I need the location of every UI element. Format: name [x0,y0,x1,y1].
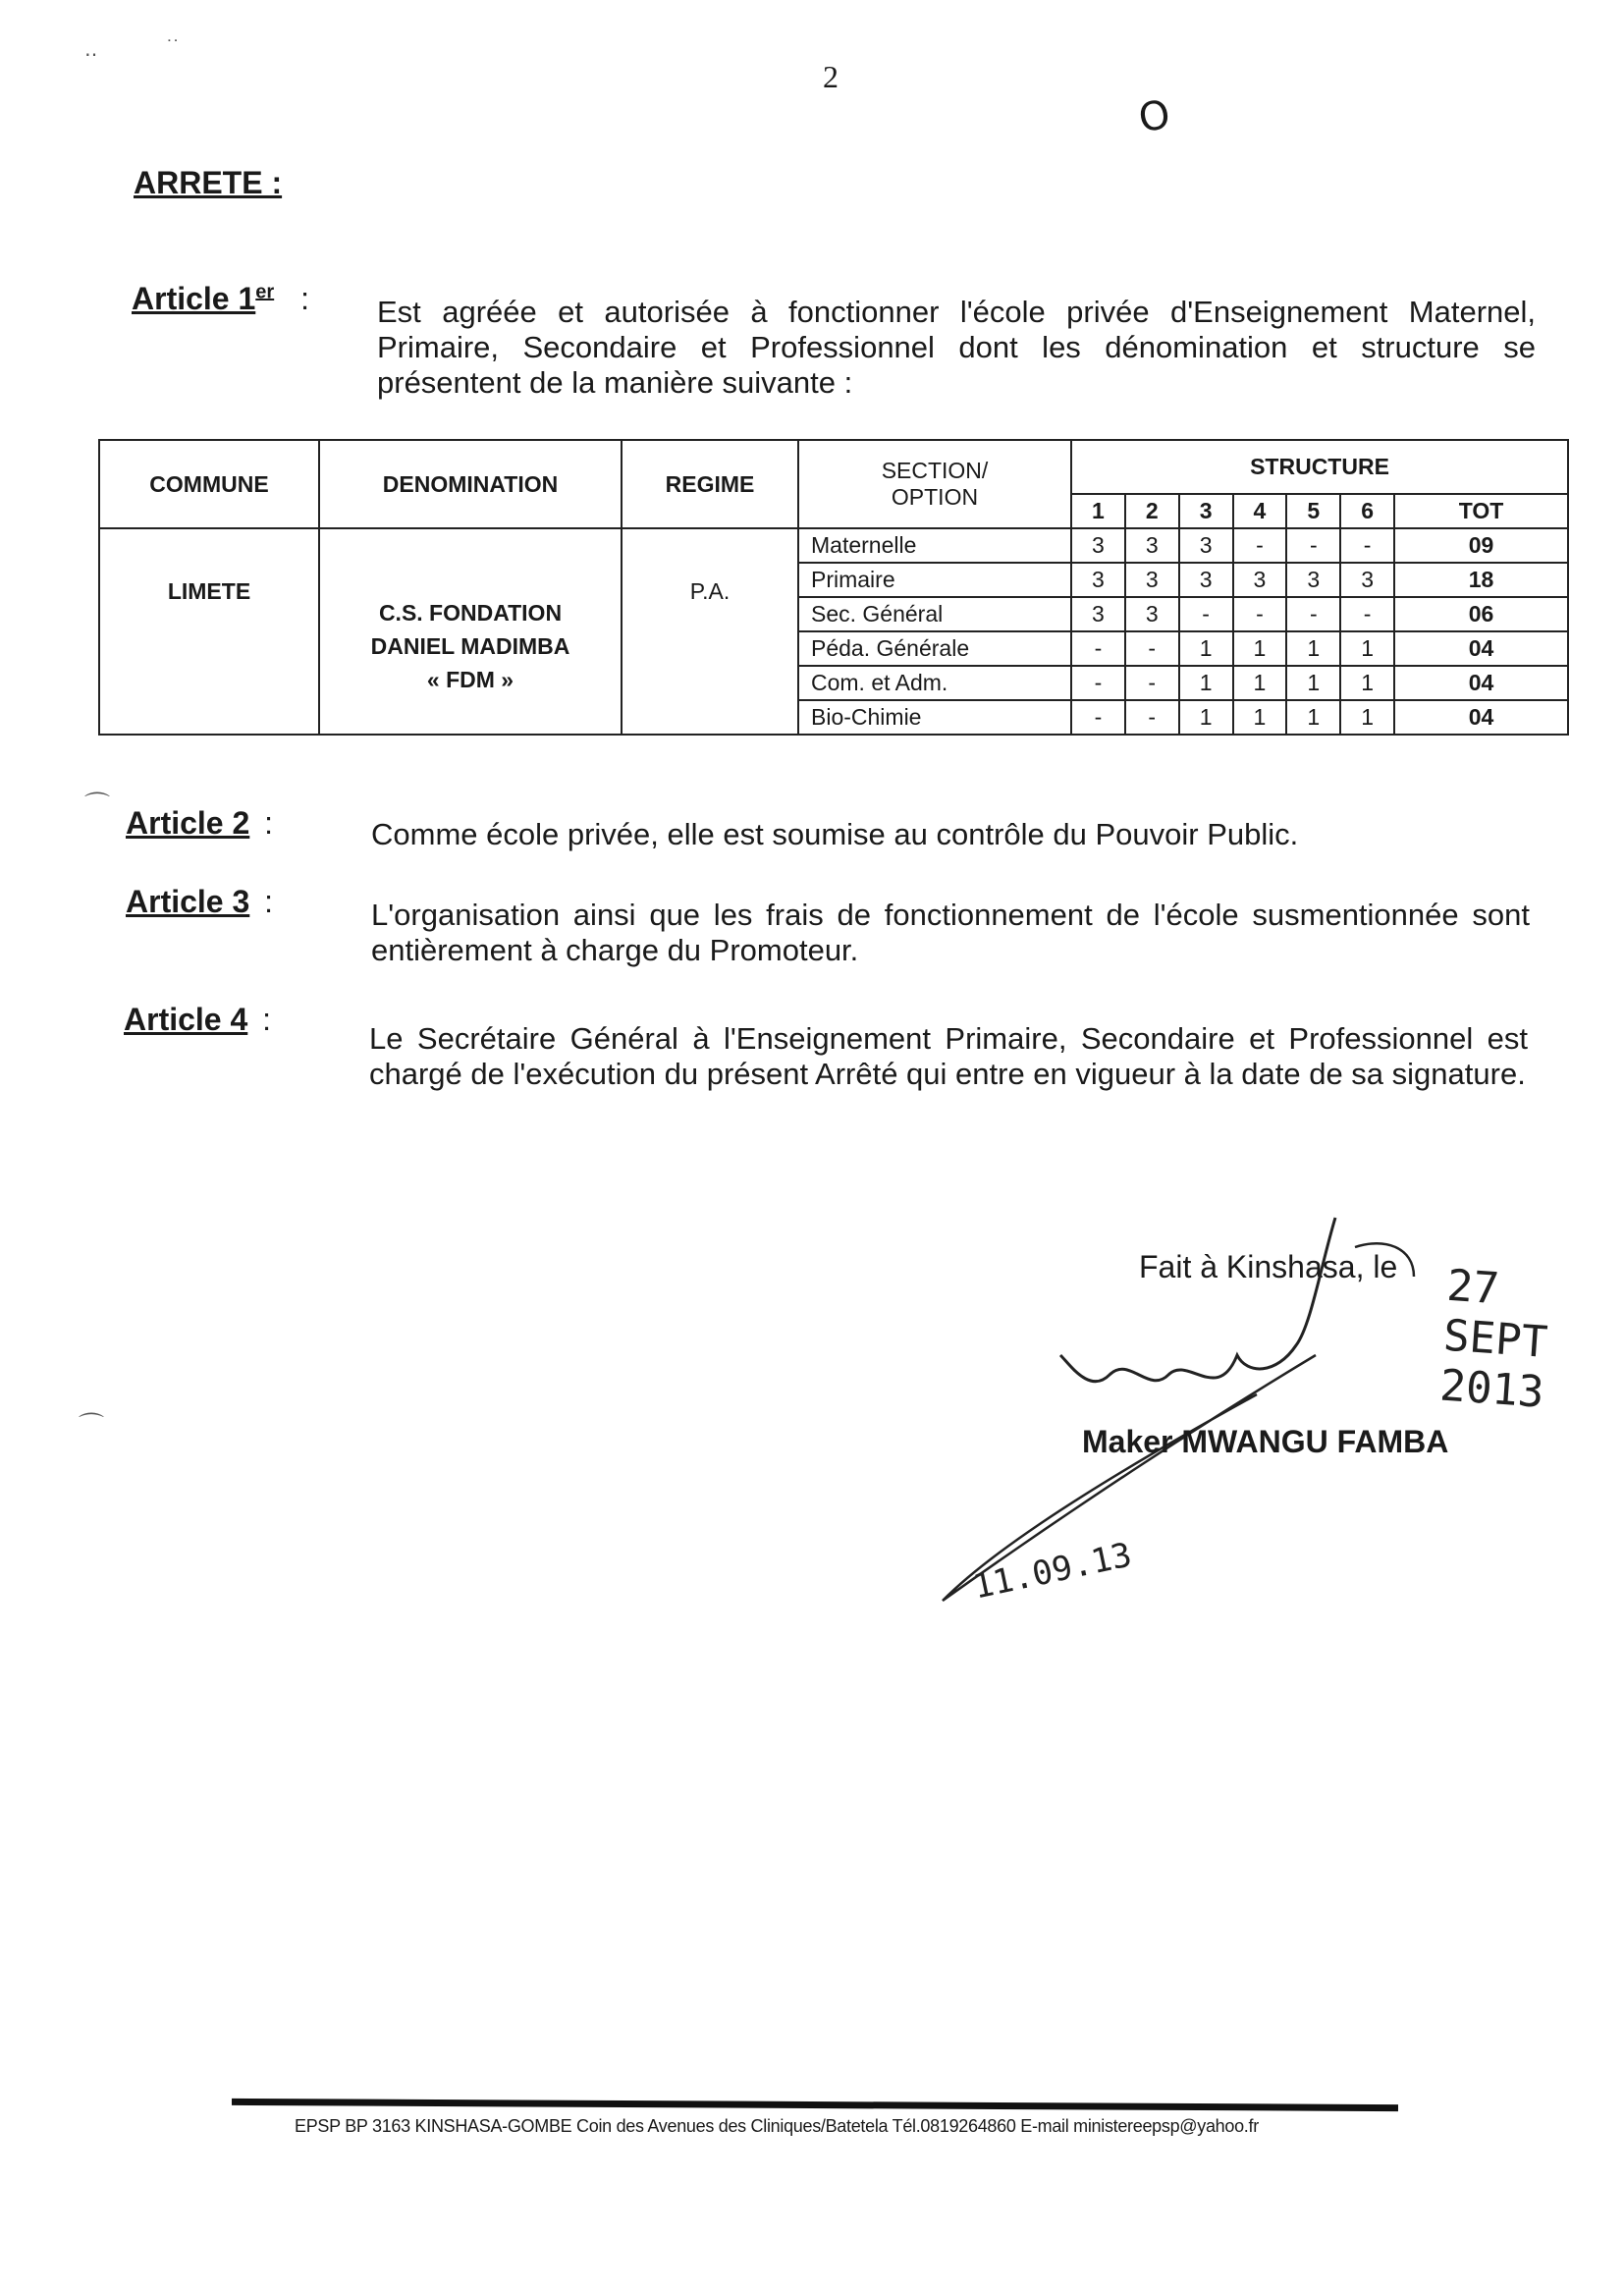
page-number: 2 [823,59,839,94]
cell-value: 1 [1233,631,1287,666]
cell-value: 3 [1071,528,1125,563]
cell-value: 1 [1179,631,1233,666]
handwritten-initial-date: 11.09.13 [969,1535,1136,1608]
cell-value: 3 [1071,597,1125,631]
header-section-line1: SECTION/ [881,458,989,483]
cell-commune: LIMETE [99,528,319,735]
footer-address: EPSP BP 3163 KINSHASA-GOMBE Coin des Avenues des Cliniques/Batetela Tél.0819264860 E-mail ministereepsp@yahoo.fr [295,2116,1259,2136]
cell-value: 1 [1179,666,1233,700]
stray-mark: ˙˙ [167,37,181,59]
place-date-text: Fait à Kinshasa, le [1139,1249,1398,1284]
cell-value: - [1233,597,1287,631]
article-3-text: L'organisation ainsi que les frais de fonctionnement de l'école susmentionnée sont entièrement à charge du Promoteur. [371,898,1530,967]
cell-value: 3 [1125,597,1179,631]
article-1-label-sup: er [255,281,275,303]
cell-regime: P.A. [622,528,798,735]
signature-scribble [923,1208,1473,1620]
cell-value: 3 [1179,563,1233,597]
cell-total: 06 [1394,597,1568,631]
cell-section: Maternelle [798,528,1071,563]
article-4-label-main: Article 4 [124,1002,248,1037]
section-heading: ARRETE : [134,165,283,200]
header-col-3: 3 [1179,494,1233,528]
stray-mark: ⌒ [84,791,111,820]
stray-mark: ⌒ [79,1411,105,1441]
header-regime: REGIME [622,440,798,528]
cell-value: 1 [1340,700,1394,735]
stray-mark: ‥ [84,39,98,61]
cell-value: 1 [1340,631,1394,666]
cell-value: 3 [1233,563,1287,597]
table-row [99,528,1568,563]
cell-section: Bio-Chimie [798,700,1071,735]
cell-value: 1 [1286,666,1340,700]
cell-value: 3 [1125,528,1179,563]
table-header-row [99,440,1568,494]
cell-value: 1 [1286,700,1340,735]
cell-value: - [1233,528,1287,563]
header-commune: COMMUNE [99,440,319,528]
cell-total: 18 [1394,563,1568,597]
article-1-colon: : [292,281,309,316]
article-3-label-main: Article 3 [126,884,250,919]
cell-value: 1 [1340,666,1394,700]
header-col-5: 5 [1286,494,1340,528]
cell-value: 1 [1233,700,1287,735]
cell-value: 1 [1286,631,1340,666]
cell-section: Primaire [798,563,1071,597]
denomination-line-2: DANIEL MADIMBA [370,633,570,659]
cell-value: 3 [1071,563,1125,597]
cell-value: 1 [1233,666,1287,700]
cell-section: Com. et Adm. [798,666,1071,700]
cell-value: - [1286,597,1340,631]
cell-section: Péda. Générale [798,631,1071,666]
article-2-label-main: Article 2 [126,805,250,841]
signer-name: Maker MWANGU FAMBA [1082,1424,1449,1459]
denomination-line-1: C.S. FONDATION [378,600,563,626]
cell-value: 3 [1125,563,1179,597]
header-denomination: DENOMINATION [319,440,622,528]
cell-total: 09 [1394,528,1568,563]
denomination-line-3: « FDM » [426,667,514,692]
cell-value: - [1125,631,1179,666]
article-4-colon: : [253,1002,272,1037]
header-structure: STRUCTURE [1071,440,1568,494]
article-4-label [124,1002,271,1038]
header-section [798,440,1071,528]
cell-value: 3 [1286,563,1340,597]
article-3-colon: : [255,884,274,919]
cell-value: - [1125,666,1179,700]
header-col-2: 2 [1125,494,1179,528]
cell-section: Sec. Général [798,597,1071,631]
cell-value: 1 [1179,700,1233,735]
article-2-text: Comme école privée, elle est soumise au contrôle du Pouvoir Public. [371,817,1299,851]
header-section-line2: OPTION [891,484,979,510]
cell-total: 04 [1394,700,1568,735]
cell-value: - [1340,528,1394,563]
cell-value: - [1071,700,1125,735]
article-1-label-main: Article 1 [132,281,256,316]
cell-value: - [1071,631,1125,666]
article-1-text: Est agréée et autorisée à fonctionner l'école privée d'Enseignement Maternel, Primaire, Secondaire et Professionnel dont les dénomination et structure se présentent de la manière suivante : [377,295,1536,400]
article-1-label [132,281,309,317]
header-col-1: 1 [1071,494,1125,528]
cell-value: - [1071,666,1125,700]
article-2-colon: : [255,805,274,841]
article-2-label [126,805,273,842]
cell-total: 04 [1394,631,1568,666]
school-structure-table [98,439,1569,736]
cell-value: - [1340,597,1394,631]
handwritten-date: 27 SEPT 2013 [1437,1260,1549,1418]
header-col-4: 4 [1233,494,1287,528]
cell-value: - [1179,597,1233,631]
cell-value: - [1125,700,1179,735]
cell-value: - [1286,528,1340,563]
article-4-text: Le Secrétaire Général à l'Enseignement Primaire, Secondaire et Professionnel est chargé de l'exécution du présent Arrêté qui entre en vigueur à la date de sa signature. [369,1021,1528,1091]
handwritten-mark: O [1135,91,1174,142]
cell-value: 3 [1179,528,1233,563]
cell-value: 3 [1340,563,1394,597]
footer-rule [232,2099,1398,2111]
cell-total: 04 [1394,666,1568,700]
article-3-label [126,884,273,920]
header-col-6: 6 [1340,494,1394,528]
header-col-tot: TOT [1394,494,1568,528]
cell-denomination [319,528,622,735]
